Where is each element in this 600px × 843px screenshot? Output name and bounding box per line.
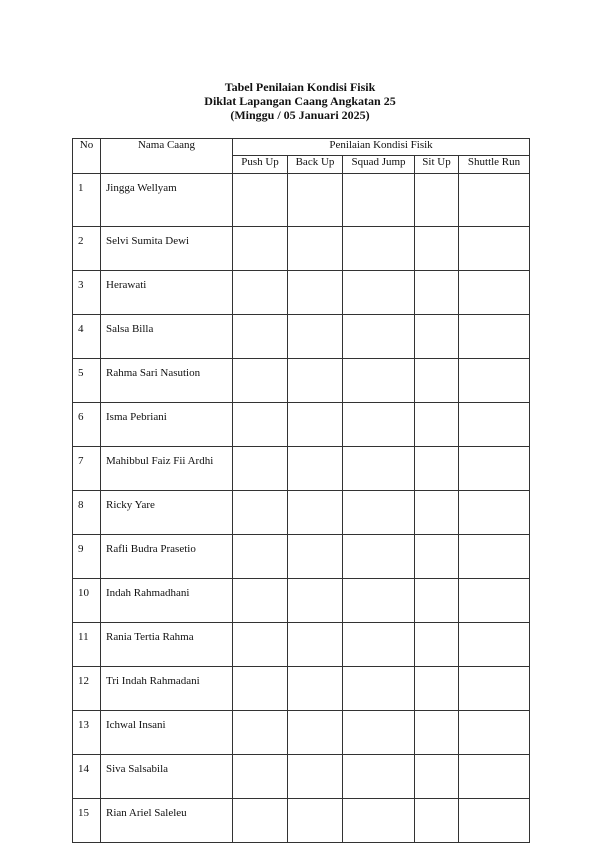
table-row	[73, 174, 530, 227]
participant-name: Rania Tertia Rahma	[101, 623, 233, 667]
row-number: 7	[73, 447, 101, 491]
score-cell-squad-jump	[343, 711, 415, 755]
participant-name: Rian Ariel Saleleu	[101, 799, 233, 843]
score-cell-squad-jump	[343, 667, 415, 711]
score-cell-push-up	[233, 271, 288, 315]
document-title	[0, 80, 600, 122]
score-cell-shuttle-run	[459, 315, 530, 359]
header-name: Nama Caang	[101, 139, 233, 174]
score-cell-sit-up	[415, 359, 459, 403]
score-cell-back-up	[288, 491, 343, 535]
score-cell-push-up	[233, 799, 288, 843]
score-cell-sit-up	[415, 271, 459, 315]
row-number: 13	[73, 711, 101, 755]
participant-name: Indah Rahmadhani	[101, 579, 233, 623]
table-row	[73, 227, 530, 271]
table-row	[73, 535, 530, 579]
table-row	[73, 271, 530, 315]
score-cell-shuttle-run	[459, 579, 530, 623]
score-cell-shuttle-run	[459, 174, 530, 227]
score-cell-squad-jump	[343, 535, 415, 579]
row-number: 9	[73, 535, 101, 579]
score-cell-sit-up	[415, 315, 459, 359]
participant-name: Selvi Sumita Dewi	[101, 227, 233, 271]
score-cell-back-up	[288, 799, 343, 843]
score-cell-push-up	[233, 227, 288, 271]
score-cell-sit-up	[415, 403, 459, 447]
score-cell-shuttle-run	[459, 711, 530, 755]
header-back-up: Back Up	[288, 156, 343, 174]
table-row	[73, 799, 530, 843]
participant-name: Siva Salsabila	[101, 755, 233, 799]
score-cell-squad-jump	[343, 227, 415, 271]
header-sit-up: Sit Up	[415, 156, 459, 174]
score-cell-push-up	[233, 403, 288, 447]
table-row	[73, 623, 530, 667]
title-line-3: (Minggu / 05 Januari 2025)	[230, 108, 370, 122]
participant-name: Salsa Billa	[101, 315, 233, 359]
score-cell-push-up	[233, 315, 288, 359]
title-line-2: Diklat Lapangan Caang Angkatan 25	[204, 94, 396, 108]
score-cell-push-up	[233, 447, 288, 491]
score-cell-push-up	[233, 535, 288, 579]
score-cell-sit-up	[415, 667, 459, 711]
table-row	[73, 755, 530, 799]
score-cell-shuttle-run	[459, 491, 530, 535]
score-cell-squad-jump	[343, 623, 415, 667]
score-cell-push-up	[233, 579, 288, 623]
participant-name: Ichwal Insani	[101, 711, 233, 755]
score-cell-shuttle-run	[459, 403, 530, 447]
title-line-1: Tabel Penilaian Kondisi Fisik	[224, 80, 376, 94]
table-row	[73, 447, 530, 491]
header-shuttle-run: Shuttle Run	[459, 156, 530, 174]
score-cell-sit-up	[415, 711, 459, 755]
row-number: 14	[73, 755, 101, 799]
table-row	[73, 315, 530, 359]
score-cell-squad-jump	[343, 491, 415, 535]
score-cell-back-up	[288, 359, 343, 403]
score-cell-sit-up	[415, 623, 459, 667]
score-cell-back-up	[288, 271, 343, 315]
table-row	[73, 667, 530, 711]
score-cell-push-up	[233, 491, 288, 535]
row-number: 15	[73, 799, 101, 843]
score-cell-squad-jump	[343, 271, 415, 315]
row-number: 5	[73, 359, 101, 403]
score-cell-back-up	[288, 535, 343, 579]
score-cell-sit-up	[415, 535, 459, 579]
score-cell-back-up	[288, 667, 343, 711]
score-cell-shuttle-run	[459, 359, 530, 403]
row-number: 3	[73, 271, 101, 315]
participant-name: Ricky Yare	[101, 491, 233, 535]
score-cell-sit-up	[415, 755, 459, 799]
row-number: 1	[73, 174, 101, 227]
score-cell-push-up	[233, 359, 288, 403]
row-number: 8	[73, 491, 101, 535]
score-cell-squad-jump	[343, 447, 415, 491]
score-cell-squad-jump	[343, 174, 415, 227]
score-cell-squad-jump	[343, 403, 415, 447]
header-row-1	[73, 139, 530, 156]
row-number: 11	[73, 623, 101, 667]
participant-name: Herawati	[101, 271, 233, 315]
row-number: 12	[73, 667, 101, 711]
table-row	[73, 711, 530, 755]
score-cell-sit-up	[415, 491, 459, 535]
header-no: No	[73, 139, 101, 174]
score-cell-back-up	[288, 447, 343, 491]
table-row	[73, 359, 530, 403]
score-cell-shuttle-run	[459, 227, 530, 271]
header-push-up: Push Up	[233, 156, 288, 174]
score-cell-push-up	[233, 623, 288, 667]
score-cell-shuttle-run	[459, 667, 530, 711]
score-cell-back-up	[288, 623, 343, 667]
score-cell-sit-up	[415, 447, 459, 491]
score-cell-push-up	[233, 667, 288, 711]
participant-name: Jingga Wellyam	[101, 174, 233, 227]
score-cell-shuttle-run	[459, 799, 530, 843]
score-cell-sit-up	[415, 579, 459, 623]
table-row	[73, 403, 530, 447]
table-row	[73, 579, 530, 623]
participant-name: Rafli Budra Prasetio	[101, 535, 233, 579]
participant-name: Rahma Sari Nasution	[101, 359, 233, 403]
table-body	[73, 174, 530, 843]
table-row	[73, 491, 530, 535]
score-cell-back-up	[288, 315, 343, 359]
score-cell-squad-jump	[343, 315, 415, 359]
header-group: Penilaian Kondisi Fisik	[233, 139, 530, 156]
score-cell-squad-jump	[343, 359, 415, 403]
score-cell-back-up	[288, 579, 343, 623]
assessment-table	[72, 138, 530, 843]
score-cell-squad-jump	[343, 579, 415, 623]
header-squad-jump: Squad Jump	[343, 156, 415, 174]
score-cell-shuttle-run	[459, 755, 530, 799]
row-number: 2	[73, 227, 101, 271]
participant-name: Mahibbul Faiz Fii Ardhi	[101, 447, 233, 491]
score-cell-shuttle-run	[459, 623, 530, 667]
score-cell-sit-up	[415, 227, 459, 271]
score-cell-shuttle-run	[459, 535, 530, 579]
row-number: 4	[73, 315, 101, 359]
score-cell-back-up	[288, 174, 343, 227]
score-cell-push-up	[233, 711, 288, 755]
score-cell-squad-jump	[343, 799, 415, 843]
row-number: 6	[73, 403, 101, 447]
score-cell-sit-up	[415, 799, 459, 843]
score-cell-back-up	[288, 711, 343, 755]
participant-name: Isma Pebriani	[101, 403, 233, 447]
score-cell-push-up	[233, 174, 288, 227]
row-number: 10	[73, 579, 101, 623]
score-cell-sit-up	[415, 174, 459, 227]
score-cell-back-up	[288, 227, 343, 271]
score-cell-shuttle-run	[459, 271, 530, 315]
score-cell-squad-jump	[343, 755, 415, 799]
score-cell-back-up	[288, 755, 343, 799]
score-cell-push-up	[233, 755, 288, 799]
participant-name: Tri Indah Rahmadani	[101, 667, 233, 711]
score-cell-back-up	[288, 403, 343, 447]
score-cell-shuttle-run	[459, 447, 530, 491]
